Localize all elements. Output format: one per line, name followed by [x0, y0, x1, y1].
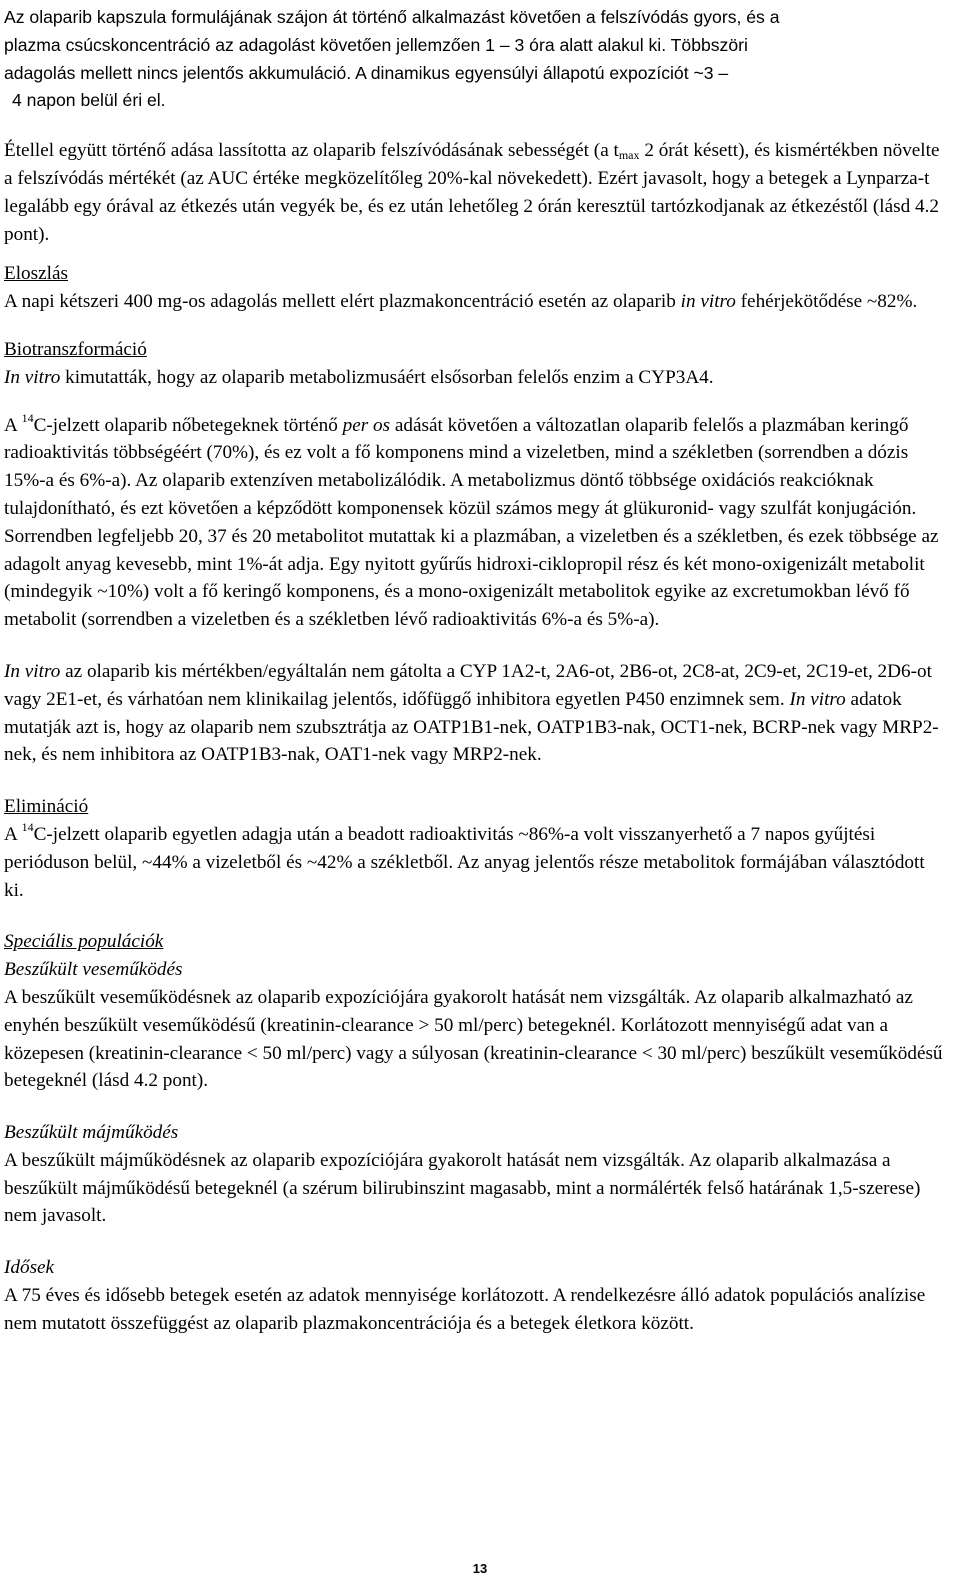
- absorption-line: adagolás mellett nincs jelentős akkumuláció. A dinamikus egyensúlyi állapotú expozíciót ~3 –: [4, 62, 729, 83]
- distribution-section: [4, 260, 948, 316]
- metabolism-text-b: C-jelzett olaparib nőbetegeknek történő: [33, 414, 343, 436]
- absorption-line: Az olaparib kapszula formulájának szájon át történő alkalmazást követően a felszívódás gyors, és a: [4, 7, 780, 27]
- food-effect-text-b: 2 órát késett), és kismértékben növelte a felszívódás mértékét (az AUC értéke megközelítőleg 20%-kal növekedett). Ezért javasolt, hogy a betegek a Lynparza-t legalább egy órával az étkezés után vegyék be, és ez után lehetőleg 2 órán keresztül tartózkodjanak az étkezéstől (lásd 4.2 pont).: [4, 140, 940, 245]
- cyp-text-b: adatok mutatják azt is, hogy az olaparib nem szubsztrátja az OATP1B1-nek, OATP1B3-nak, OCT1-nek, BCRP-nek vagy MRP2-nek, és nem inhibitora az OATP1B3-nak, OAT1-nek vagy MRP2-nek.: [4, 688, 939, 766]
- distribution-text-b: fehérjekötődése ~82%.: [735, 291, 918, 313]
- in-vitro-italic: In vitro: [4, 660, 61, 682]
- in-vitro-italic: in vitro: [680, 291, 736, 313]
- hepatic-impairment-section: [4, 1119, 948, 1230]
- hepatic-impairment-text: A beszűkült májműködésnek az olaparib expozíciójára gyakorolt hatását nem vizsgálták. Az olaparib alkalmazása a beszűkült májműködésű betegeknél (a szérum bilirubinszint magasabb, mint a normálérték felső határának 1,5-szerese) nem javasolt.: [4, 1149, 921, 1227]
- in-vitro-italic: In vitro: [789, 688, 846, 710]
- absorption-line: 4 napon belül éri el.: [12, 90, 166, 111]
- absorption-line: plazma csúcskoncentráció az adagolást követően jellemzően 1 – 3 óra alatt alakul ki. Többszöri: [4, 34, 748, 55]
- biotransformation-section: [4, 336, 948, 392]
- metabolism-paragraph: [4, 412, 948, 634]
- elimination-heading: Elimináció: [4, 796, 89, 818]
- elimination-text-a: A: [4, 823, 22, 845]
- hepatic-impairment-heading: Beszűkült májműködés: [4, 1122, 179, 1144]
- distribution-heading: Eloszlás: [4, 263, 68, 285]
- per-os-italic: per os: [342, 414, 391, 436]
- food-effect-text-a: Étellel együtt történő adása lassította az olaparib felszívódásának sebességét (a t: [4, 140, 619, 162]
- distribution-text-a: A napi kétszeri 400 mg-os adagolás mellett elért plazmakoncentráció esetén az olaparib: [4, 291, 681, 313]
- elimination-text-b: C-jelzett olaparib egyetlen adagja után a beadott radioaktivitás ~86%-a volt visszanyerhető a 7 napos gyűjtési perióduson belül, ~44% a vizeletből és ~42% a székletből. Az anyag jelentős része metabolitok formájában választódott ki.: [4, 823, 925, 901]
- biotransformation-text: kimutatták, hogy az olaparib metabolizmusáért elsősorban felelős enzim a CYP3A4.: [60, 366, 714, 388]
- renal-impairment-text: A beszűkült veseműködésnek az olaparib expozíciójára gyakorolt hatását nem vizsgálták. Az olaparib alkalmazható az enyhén beszűkült veseműködésű (kreatinin-clearance > 50 ml/perc) betegeknél. Korlátozott mennyiségű adat van a közepesen (kreatinin-clearance < 50 ml/perc) vagy a súlyosan (kreatinin-clearance < 30 ml/perc) beszűkült veseműködésű betegeknél (lásd 4.2 pont).: [4, 986, 943, 1092]
- cyp-paragraph: [4, 658, 948, 769]
- in-vitro-italic: In vitro: [4, 366, 61, 388]
- c14-superscript: 14: [21, 410, 34, 425]
- elimination-section: [4, 793, 948, 904]
- absorption-paragraph: [4, 4, 948, 115]
- tmax-subscript: max: [618, 148, 640, 163]
- special-populations-section: [4, 928, 948, 1095]
- special-populations-heading: Speciális populációk: [4, 931, 164, 953]
- metabolism-text-c: adását követően a változatlan olaparib felelős a plazmában keringő radioaktivitás többségéért (70%), és ez volt a fő komponens mind a vizeletben, mind a székletben (sorrendben a dózis 15%-a és 6%-a). Az olaparib extenzíven metabolizálódik. A metabolizmus döntő többsége oxidációs reakcióknak tulajdonítható, és ezt követően a képződött komponensek közül számos megy át glükuronid- vagy szulfát konjugáción. Sorrendben legfeljebb 20, 37 és 20 metabolitot mutattak ki a plazmában, a vizeletben és a székletben, és ezek többsége az adagolt anyag kevesebb, mint 1%-át adja. Egy nyitott gyűrűs hidroxi-ciklopropil rész és két mono-oxigenizált metabolit (mindegyik ~10%) volt a fő keringő komponens, és a mono-oxigenizált metabolitok egyike az excretumokban lévő fő metabolit (sorrendben a vizeletben és a székletben lévő radioaktivitás 6%-a és 5%-a).: [4, 414, 939, 631]
- biotransformation-heading: Biotranszformáció: [4, 338, 147, 360]
- renal-impairment-heading: Beszűkült veseműködés: [4, 959, 183, 981]
- elderly-text: A 75 éves és idősebb betegek esetén az adatok mennyisége korlátozott. A rendelkezésre álló adatok populációs analízise nem mutatott összefüggést az olaparib plazmakoncentrációja és a betegek életkora között.: [4, 1285, 926, 1334]
- document-page: [4, 4, 948, 1338]
- food-effect-paragraph: [4, 137, 948, 248]
- cyp-text-a: az olaparib kis mértékben/egyáltalán nem gátolta a CYP 1A2-t, 2A6-ot, 2B6-ot, 2C8-at, 2C9-et, 2C19-et, 2D6-ot vagy 2E1-et, és várhatóan nem klinikailag jelentős, időfüggő inhibitora egyetlen P450 enzimnek sem.: [4, 660, 932, 710]
- c14-superscript: 14: [21, 819, 34, 834]
- elderly-heading: Idősek: [4, 1257, 55, 1279]
- metabolism-text-a: A: [4, 414, 22, 436]
- page-number: 13: [472, 1561, 488, 1576]
- elderly-section: [4, 1254, 948, 1337]
